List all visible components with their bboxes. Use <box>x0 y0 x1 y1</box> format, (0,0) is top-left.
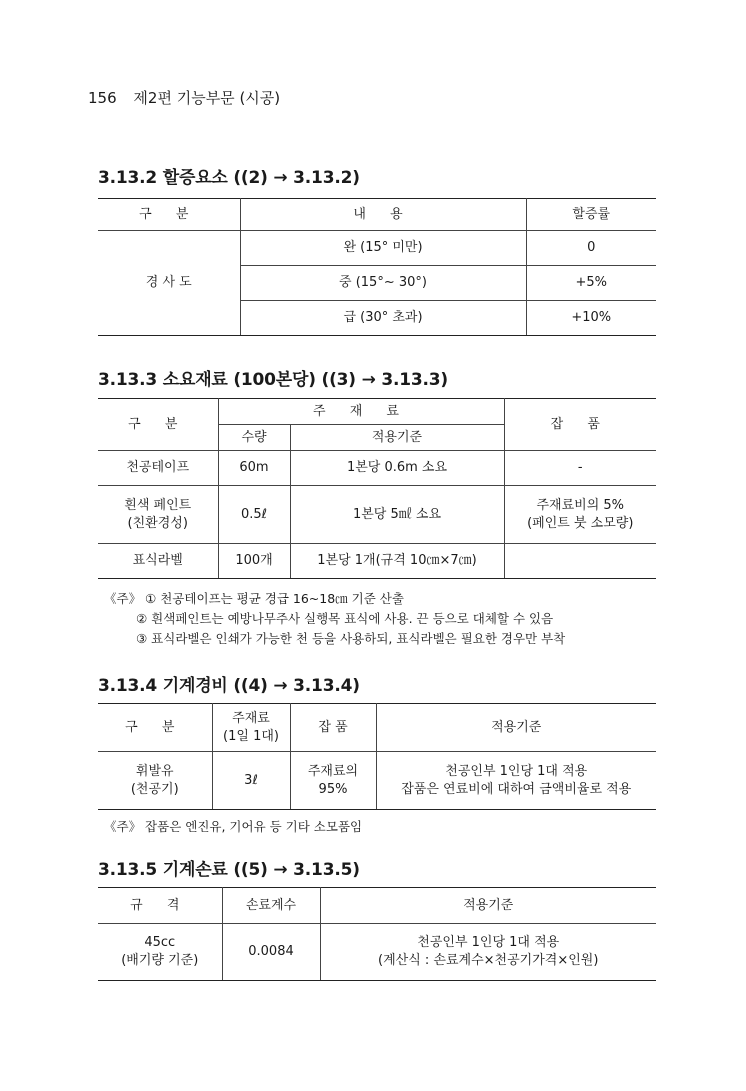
materials-table <box>98 398 656 579</box>
table-header-row <box>98 199 656 231</box>
cell-line: (천공기) <box>130 781 179 797</box>
table-cell: 100개 <box>218 544 290 579</box>
cell-line: 흰색 페인트 <box>124 497 192 513</box>
header-cell: 잡 품 <box>290 704 376 752</box>
section-title-machine-cost: 3.13.4 기계경비 ((4) → 3.13.4) <box>98 676 360 696</box>
table-row <box>98 451 656 486</box>
cell-line: (친환경성) <box>127 515 188 531</box>
surcharge-table <box>98 198 656 336</box>
table-cell <box>504 544 656 579</box>
page-header <box>88 87 280 108</box>
header-cell: 구 분 <box>98 399 218 451</box>
header-cell: 내 용 <box>240 199 526 231</box>
table-cell: +10% <box>526 301 656 336</box>
table-cell: 0.5ℓ <box>218 486 290 544</box>
table-cell: 1본당 1개(규격 10㎝×7㎝) <box>290 544 504 579</box>
table-cell: 1본당 0.6m 소요 <box>290 451 504 486</box>
table-header-row <box>98 399 656 425</box>
table-cell <box>290 752 376 810</box>
header-cell: 적용기준 <box>320 888 656 924</box>
table-cell <box>98 752 212 810</box>
cell-line: 휘발유 <box>135 763 174 779</box>
table-cell: 60m <box>218 451 290 486</box>
table-cell: 급 (30° 초과) <box>240 301 526 336</box>
cell-line: (계산식 : 손료계수×천공기가격×인원) <box>378 953 599 968</box>
table-cell <box>376 752 656 810</box>
header-cell: 구 분 <box>98 704 212 752</box>
table-cell: - <box>504 451 656 486</box>
header-cell: 적용기준 <box>290 425 504 451</box>
table-cell: 0.0084 <box>222 924 320 981</box>
table-cell <box>504 486 656 544</box>
slope-group-cell: 경 사 도 <box>98 231 240 336</box>
table-cell: 3ℓ <box>212 752 290 810</box>
section-title-depreciation: 3.13.5 기계손료 ((5) → 3.13.5) <box>98 860 360 880</box>
machine-cost-table <box>98 703 656 810</box>
section-title-surcharge: 3.13.2 할증요소 ((2) → 3.13.2) <box>98 168 360 188</box>
section-title-materials: 3.13.3 소요재료 (100본당) ((3) → 3.13.3) <box>98 370 448 390</box>
header-cell <box>212 704 290 752</box>
note-line: ③ 표식라벨은 인쇄가 가능한 천 등을 사용하되, 표식라벨은 필요한 경우만 부착 <box>136 631 566 646</box>
table-cell <box>320 924 656 981</box>
header-cell: 구 분 <box>98 199 240 231</box>
table-cell <box>98 924 222 981</box>
table-header-row <box>98 888 656 924</box>
header-cell: 손료계수 <box>222 888 320 924</box>
note-line: 《주》 ① 천공테이프는 평균 경급 16~18㎝ 기준 산출 <box>104 591 404 606</box>
part-title: 제2편 기능부문 (시공) <box>133 89 281 107</box>
header-cell: 할증률 <box>526 199 656 231</box>
cell-line: 천공인부 1인당 1대 적용 <box>445 763 588 779</box>
cell-line: 천공인부 1인당 1대 적용 <box>417 935 560 951</box>
cell-line: 잡품은 연료비에 대하여 금액비율로 적용 <box>401 781 632 797</box>
cell-line: 주재료 <box>232 710 270 726</box>
table-cell <box>98 486 218 544</box>
table-row <box>98 544 656 579</box>
note-line: 《주》 잡품은 엔진유, 기어유 등 기타 소모품임 <box>104 819 363 834</box>
header-cell: 수량 <box>218 425 290 451</box>
table-cell: 중 (15°~ 30°) <box>240 266 526 301</box>
cell-line: 95% <box>318 781 348 797</box>
table-row <box>98 752 656 810</box>
table-cell: 0 <box>526 231 656 266</box>
table-cell: 표식라벨 <box>98 544 218 579</box>
table-cell: 천공테이프 <box>98 451 218 486</box>
header-cell: 적용기준 <box>376 704 656 752</box>
cell-line: 주재료비의 5% <box>536 497 625 513</box>
note-line: ② 흰색페인트는 예방나무주사 실행목 표식에 사용. 끈 등으로 대체할 수 있음 <box>136 611 554 626</box>
cell-line: (페인트 붓 소모량) <box>527 515 634 531</box>
table-row <box>98 231 656 266</box>
materials-notes <box>104 589 565 649</box>
header-cell: 주 재 료 <box>218 399 504 425</box>
cell-line: 주재료의 <box>307 763 359 779</box>
table-cell: 완 (15° 미만) <box>240 231 526 266</box>
table-row <box>98 486 656 544</box>
table-row <box>98 924 656 981</box>
table-cell: 1본당 5㎖ 소요 <box>290 486 504 544</box>
table-cell: +5% <box>526 266 656 301</box>
machine-cost-note <box>104 817 362 837</box>
depreciation-table <box>98 887 656 981</box>
page-number: 156 <box>88 89 117 107</box>
cell-line: (배기량 기준) <box>121 953 199 968</box>
header-cell: 잡 품 <box>504 399 656 451</box>
cell-line: (1일 1대) <box>223 728 279 744</box>
header-cell: 규 격 <box>98 888 222 924</box>
table-header-row <box>98 704 656 752</box>
cell-line: 45cc <box>144 935 176 951</box>
